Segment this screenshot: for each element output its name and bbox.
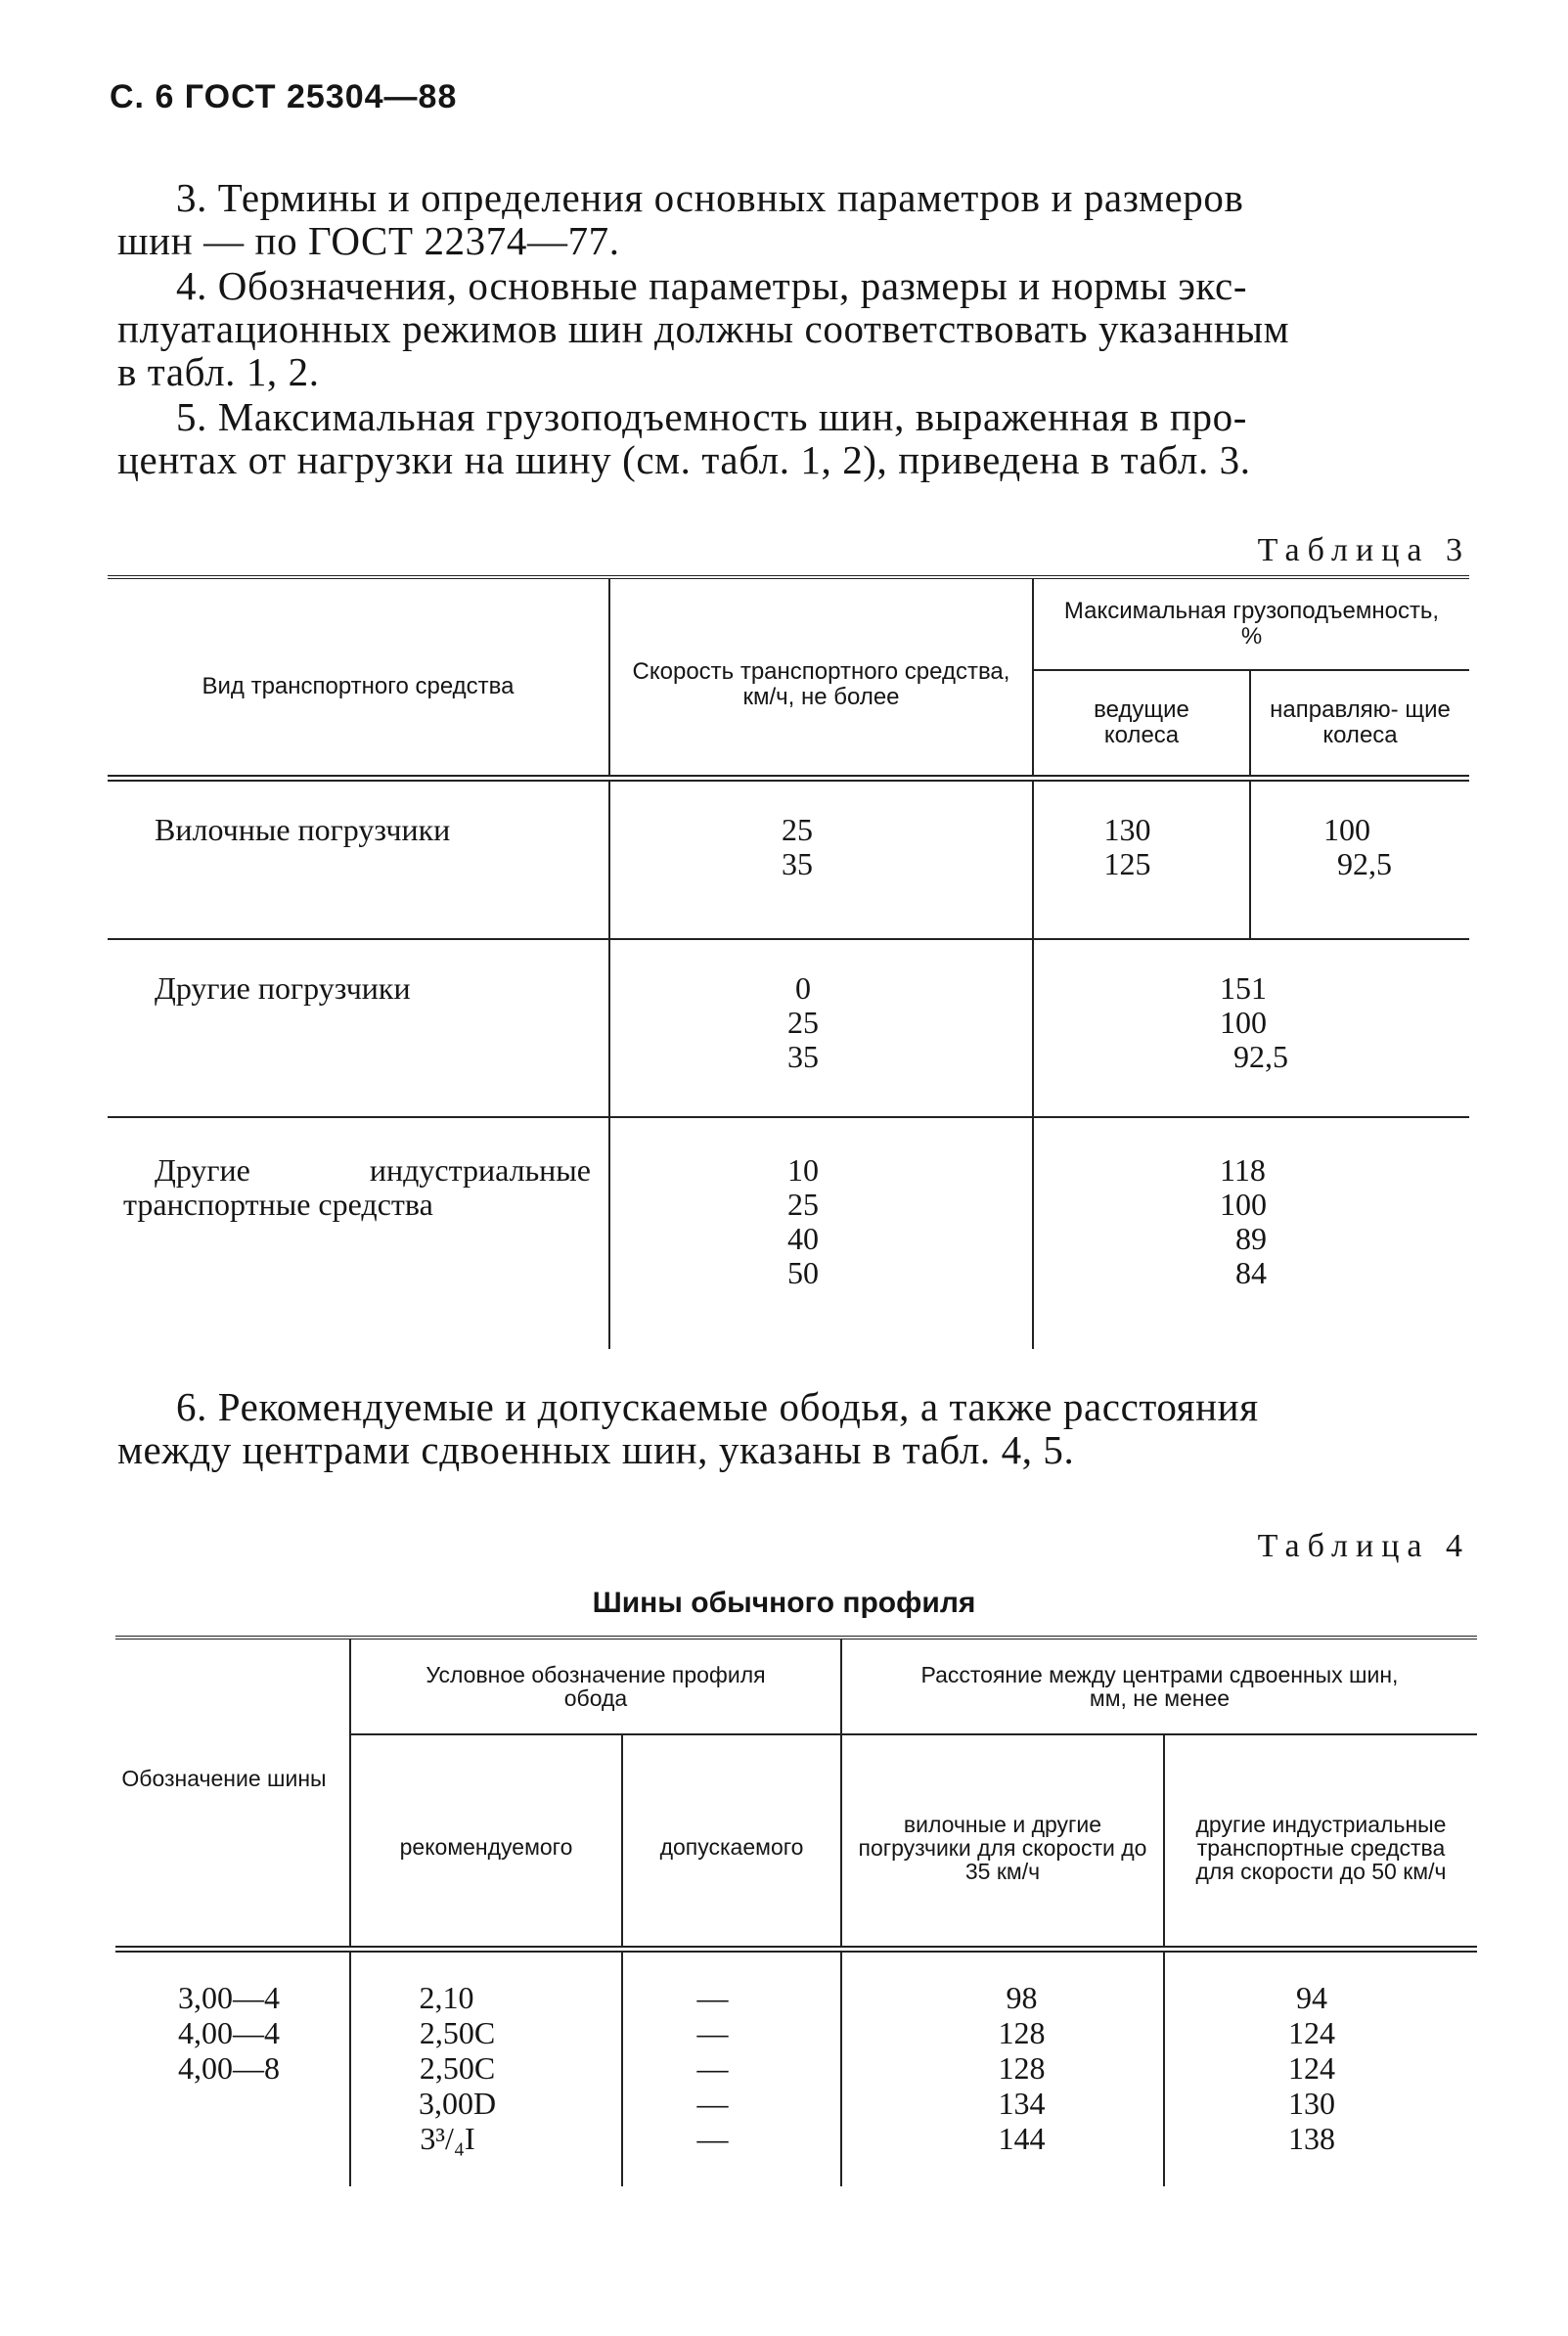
paragraph-4	[117, 264, 1467, 393]
header-steering: направляю- щие колеса	[1250, 670, 1469, 779]
page-header: С. 6 ГОСТ 25304—88	[110, 78, 458, 115]
table-row	[115, 1950, 1477, 2187]
paragraph-3	[117, 176, 1467, 262]
header-tire: Обозначение шины	[115, 1638, 350, 1950]
paragraph-line: плуатационных режимов шин должны соответствовать указанным	[117, 306, 1290, 351]
paragraph-line: между центрами сдвоенных шин, указаны в табл. 4, 5.	[117, 1427, 1075, 1472]
vehicle-cell: Вилочные погрузчики	[155, 812, 451, 847]
table4-title: Шины обычного профиля	[592, 1587, 976, 1619]
allowed-cell: — — — — —	[622, 1950, 841, 2187]
header-recommended: рекомендуемого	[350, 1734, 622, 1950]
header-vehicle: Вид транспортного средства	[108, 577, 609, 779]
table3-caption: Таблица 3	[1257, 532, 1470, 568]
vehicle-cell: Другие индустриальные транспортные средства	[123, 1152, 591, 1222]
capacity-cell: 118 100 89 84	[1033, 1117, 1469, 1349]
paragraph-line: шин — по ГОСТ 22374—77.	[117, 218, 620, 263]
table-4	[115, 1636, 1477, 2186]
header-rim: Условное обозначение профиля обода	[350, 1638, 841, 1734]
speed-cell: 10 25 40 50	[609, 1117, 1033, 1349]
tire-cell: 3,00—4 4,00—4 4,00—8	[178, 1980, 280, 2086]
header-distance: Расстояние между центрами сдвоенных шин, мм, не менее	[841, 1638, 1477, 1734]
table4-caption: Таблица 4	[1257, 1528, 1470, 1564]
industrial-cell: 94 124 124 130 138	[1164, 1950, 1477, 2187]
header-forklift: вилочные и другие погрузчики для скорости до 35 км/ч	[841, 1734, 1164, 1950]
driving-cell: 130 125	[1033, 779, 1250, 940]
capacity-cell: 151 100 92,5	[1033, 939, 1469, 1117]
paragraph-line: центах от нагрузки на шину (см. табл. 1, 2), приведена в табл. 3.	[117, 437, 1251, 482]
header-driving: ведущие колеса	[1033, 670, 1250, 779]
speed-cell: 0 25 35	[609, 939, 1033, 1117]
vehicle-cell: Другие погрузчики	[155, 970, 411, 1006]
table-row	[108, 939, 1469, 1117]
recommended-cell: 2,10 2,50C 2,50C 3,00D 3³/₄I	[350, 1950, 622, 2187]
paragraph-line: в табл. 1, 2.	[117, 349, 320, 394]
table-row	[108, 779, 1469, 940]
table-3	[108, 575, 1469, 1349]
steering-cell: 100 92,5	[1250, 779, 1469, 940]
header-industrial: другие индустриальные транспортные средства для скорости до 50 км/ч	[1164, 1734, 1477, 1950]
header-speed: Скорость транспортного средства, км/ч, не более	[609, 577, 1033, 779]
header-capacity: Максимальная грузоподъемность, %	[1033, 577, 1469, 670]
paragraph-line: 6. Рекомендуемые и допускаемые ободья, а также расстояния	[176, 1384, 1259, 1429]
table-row	[108, 1117, 1469, 1349]
paragraph-line: 5. Максимальная грузоподъемность шин, выраженная в про-	[176, 394, 1247, 439]
header-allowed: допускаемого	[622, 1734, 841, 1950]
forklift-cell: 98 128 128 134 144	[841, 1950, 1164, 2187]
speed-cell: 25 35	[609, 779, 1033, 940]
paragraph-line: 3. Термины и определения основных параметров и размеров	[176, 175, 1244, 220]
paragraph-line: 4. Обозначения, основные параметры, размеры и нормы экс-	[176, 263, 1248, 308]
paragraph-5	[117, 395, 1467, 481]
paragraph-6	[117, 1385, 1467, 1471]
